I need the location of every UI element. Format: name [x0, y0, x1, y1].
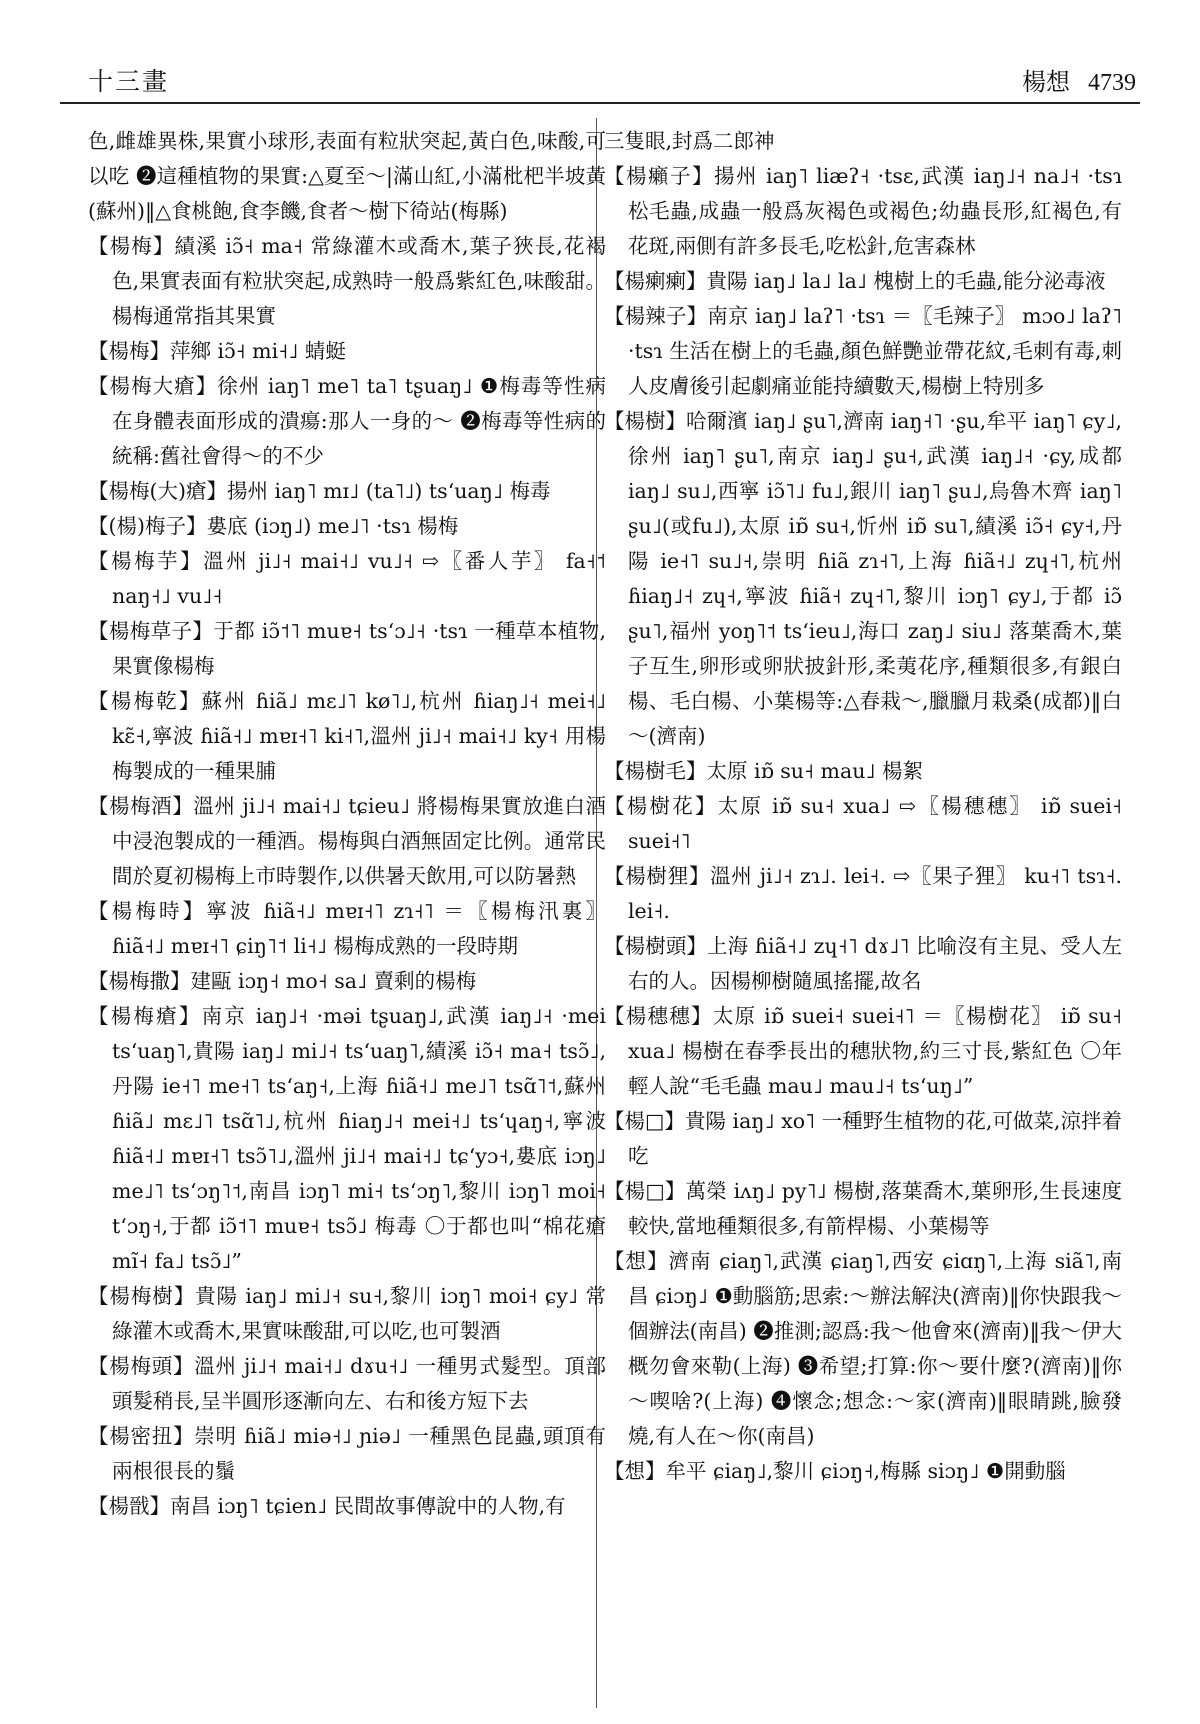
dictionary-entry: 色,雌雄異株,果實小球形,表面有粒狀突起,黃白色,味酸,可以吃 ❷這種植物的果實:△夏至～|滿山紅,小滿枇杷半坡黃(蘇州)‖△食桃飽,食李饑,食者～樹下徛站(梅縣) [88, 129, 606, 223]
dictionary-entry: 【楊戩】南昌 iɔŋ˥ tɕien˩ 民間故事傳說中的人物,有 [88, 1494, 566, 1518]
dictionary-entry: 【想】濟南 ɕiaŋ˥,武漢 ɕiaŋ˥,西安 ɕiɑŋ˥,上海 siã˥,南昌 ɕiɔŋ˩ ❶動腦筋;思索:～辦法解決(濟南)‖你快跟我～個辦法(南昌) ❷推測;認爲:我～他會來(濟南)‖我～伊大概勿會來勒(上海) ❸希望;打算:你～要什麼?(濟南)‖你～喫啥?(上海) ❹懷念;想念:～家(濟南)‖眼睛跳,臉發燒,有人在～你(南昌) [604, 1249, 1122, 1448]
dictionary-entry: 【楊梅】萍鄉 iɔ̃˧ mi˧˩ 蜻蜓 [88, 339, 346, 363]
page-header [60, 62, 1140, 104]
dictionary-entry: 【楊梅】績溪 iɔ̃˧ ma˧ 常綠灌木或喬木,葉子狹長,花褐色,果實表面有粒狀突起,成熟時一般爲紫紅色,味酸甜。楊梅通常指其果實 [88, 234, 606, 328]
dictionary-entry: 【楊梅乾】蘇州 ɦiã˩ mɛ˩˥ kø˥˩,杭州 ɦiaŋ˩˧ mei˧˩ kɛ̃˧,寧波 ɦiã˧˩ mɐɪ˧˥ ki˧˥,溫州 ji˩˧ mai˧˩ ky˧ 用楊梅製成的一種果脯 [88, 689, 606, 783]
dictionary-entry: 【楊樹毛】太原 iɒ̃ su˧ mau˩ 楊絮 [604, 759, 924, 783]
dictionary-entry: 【楊梅(大)瘡】揚州 iaŋ˥ mɪ˩ (ta˥˩) tsʻuaŋ˩ 梅毒 [88, 479, 551, 503]
dictionary-entry: 【楊梅大瘡】徐州 iaŋ˥ me˥ ta˥ tʂuaŋ˩ ❶梅毒等性病在身體表面形成的潰瘍:那人一身的～ ❷梅毒等性病的統稱:舊社會得～的不少 [88, 374, 606, 468]
dictionary-entry: 【楊癩子】揚州 iaŋ˥ liæʔ˧ ·tsɛ,武漢 iaŋ˩˧ na˩˧ ·tsɿ 松毛蟲,成蟲一般爲灰褐色或褐色;幼蟲長形,紅褐色,有花斑,兩側有許多長毛,吃松針,危害森林 [604, 164, 1122, 258]
dictionary-entry: 【楊穗穗】太原 iɒ̃ suei˧ suei˧˥ ＝〖楊樹花〗 iɒ̃ su˧ xua˩ 楊樹在春季長出的穗狀物,約三寸長,紫紅色 〇年輕人說“毛毛蟲 mau˩ mau˩˧ tsʻuŋ˩” [604, 1004, 1122, 1098]
dictionary-entry: 【楊樹狸】溫州 ji˩˧ zɿ˩. lei˧. ⇨〖果子狸〗 ku˧˥ tsɿ˧. lei˧. [604, 864, 1122, 923]
dictionary-entry: 【楊樹】哈爾濱 iaŋ˩ ʂu˥,濟南 iaŋ˧˥ ·ʂu,牟平 iaŋ˥ ɕy˩,徐州 iaŋ˥ ʂu˥,南京 iaŋ˩ ʂu˧,武漢 iaŋ˩˧ ·ɕy,成都 iaŋ˩ su˩,西寧 iɔ̃˥˩ fu˩,銀川 iaŋ˥ ʂu˩,烏魯木齊 iaŋ˥ ʂu˩(或fu˩),太原 iɒ̃ su˧,忻州 iɒ̃ su˥,績溪 iɔ̃˧ ɕy˧,丹陽 ie˧˥ su˩˧,崇明 ɦiã zɿ˧˥,上海 ɦiã˧˩ zɥ˧˥,杭州 ɦiaŋ˩˧ zɥ˧,寧波 ɦiã˧ zɥ˧˥,黎川 iɔŋ˥ ɕy˩,于都 iɔ̃ ʂu˥,福州 yoŋ˥˦ tsʻieu˩,海口 zaŋ˩ siu˩ 落葉喬木,葉子互生,卵形或卵狀披針形,柔荑花序,種類很多,有銀白楊、毛白楊、小葉楊等:△春栽～,臘臘月栽桑(成都)‖白～(濟南) [604, 409, 1122, 748]
dictionary-entry: 【楊密扭】崇明 ɦiã˩ miə˧˩ ɲiə˩ 一種黑色昆蟲,頭頂有兩根很長的鬚 [88, 1424, 606, 1483]
running-headwords: 楊想 [1022, 68, 1070, 96]
dictionary-entry: 【楊辣子】南京 iaŋ˩ laʔ˥ ·tsɿ ＝〖毛辣子〗 mɔo˩ laʔ˥ ·tsɿ 生活在樹上的毛蟲,顏色鮮艷並帶花紋,毛刺有毒,刺人皮膚後引起劇痛並能持續數天,楊樹上特別多 [604, 304, 1122, 398]
dictionary-entry: 【楊梅時】寧波 ɦiã˧˩ mɐɪ˧˥ zɿ˧˥ ＝〖楊梅汛裏〗 ɦiã˧˩ mɐɪ˧˥ ɕiŋ˥˦ li˧˩ 楊梅成熟的一段時期 [88, 899, 606, 958]
dictionary-entry: 【楊梅草子】于都 iɔ̃˦˥ muɐ˧ tsʻɔ˩˧ ·tsɿ 一種草本植物,果實像楊梅 [88, 619, 606, 678]
dictionary-entry: 【楊□】貴陽 iaŋ˩ xo˥ 一種野生植物的花,可做菜,涼拌着吃 [604, 1109, 1122, 1168]
dictionary-entry: 【楊□】萬榮 iʌŋ˩ py˥˩ 楊樹,落葉喬木,葉卵形,生長速度較快,當地種類很多,有箭桿楊、小葉楊等 [604, 1179, 1122, 1238]
dictionary-entry: 【楊梅瘡】南京 iaŋ˩˧ ·məi tʂuaŋ˩,武漢 iaŋ˩˧ ·mei tsʻuaŋ˥,貴陽 iaŋ˩ mi˩˧ tsʻuaŋ˥,績溪 iɔ̃˧ ma˧ tsɔ̃˩,丹陽 ie˧˥ me˧˥ tsʻaŋ˧,上海 ɦiã˧˩ me˩˥ tsɑ̃˥˦,蘇州 ɦiã˩ mɛ˩˥ tsɑ̃˥˩,杭州 ɦiaŋ˩˧ mei˧˩ tsʻɥaŋ˧,寧波 ɦiã˧˩ mɐɪ˧˥ tsɔ̃˥˩,溫州 ji˩˧ mai˧˩ tɕʻyɔ˧,婁底 iɔŋ˩ me˩˥ tsʻɔŋ˥˦,南昌 iɔŋ˥ mi˧ tsʻɔŋ˥,黎川 iɔŋ˥ moi˧ tʻɔŋ˧,于都 iɔ̃˦˥ muɐ˧ tsɔ̃˩ 梅毒 〇于都也叫“棉花瘡 mĩ˧ fa˩ tsɔ̃˩” [88, 1004, 606, 1273]
dictionary-entry: 【楊樹花】太原 iɒ̃ su˧ xua˩ ⇨〖楊穗穗〗 iɒ̃ suei˧ suei˧˥ [604, 794, 1122, 853]
dictionary-entry: 【楊樹頭】上海 ɦiã˧˩ zɥ˧˥ dɤ˩˥ 比喻沒有主見、受人左右的人。因楊柳樹隨風搖擺,故名 [604, 934, 1122, 993]
section-title: 十三畫 [88, 67, 170, 96]
dictionary-entry: 【楊梅酒】溫州 ji˩˧ mai˧˩ tɕieu˩ 將楊梅果實放進白酒中浸泡製成的一種酒。楊梅與白酒無固定比例。通常民間於夏初楊梅上市時製作,以供暑天飲用,可以防暑熱 [88, 794, 606, 888]
dictionary-entry: 三隻眼,封爲二郎神 [604, 129, 775, 153]
dictionary-entry: 【楊梅頭】溫州 ji˩˧ mai˧˩ dɤu˧˩ 一種男式髮型。頂部頭髮稍長,呈半圓形逐漸向左、右和後方短下去 [88, 1354, 606, 1413]
dictionary-entry: 【楊梅樹】貴陽 iaŋ˩ mi˩˧ su˧,黎川 iɔŋ˥ moi˧ ɕy˩ 常綠灌木或喬木,果實味酸甜,可以吃,也可製酒 [88, 1284, 606, 1343]
dictionary-entry: 【楊梅芋】溫州 ji˩˧ mai˧˩ vu˩˧ ⇨〖番人芋〗 fa˧˦ naŋ˧˩ vu˩˧ [88, 549, 606, 608]
dictionary-entry: 【楊梅撒】建甌 iɔŋ˧ mo˧ sa˩ 賣剩的楊梅 [88, 969, 477, 993]
left-column [88, 124, 606, 1724]
dictionary-entry: 【楊瘌瘌】貴陽 iaŋ˩ la˩ la˩ 槐樹上的毛蟲,能分泌毒液 [604, 269, 1106, 293]
header-right [1022, 62, 1136, 97]
right-column [604, 124, 1122, 1724]
dictionary-entry: 【(楊)梅子】婁底 (iɔŋ˩) me˩˥ ·tsɿ 楊梅 [88, 514, 459, 538]
page-number: 4739 [1088, 70, 1136, 96]
dictionary-entry: 【想】牟平 ɕiaŋ˩,黎川 ɕiɔŋ˧,梅縣 siɔŋ˩ ❶開動腦 [604, 1459, 1066, 1483]
